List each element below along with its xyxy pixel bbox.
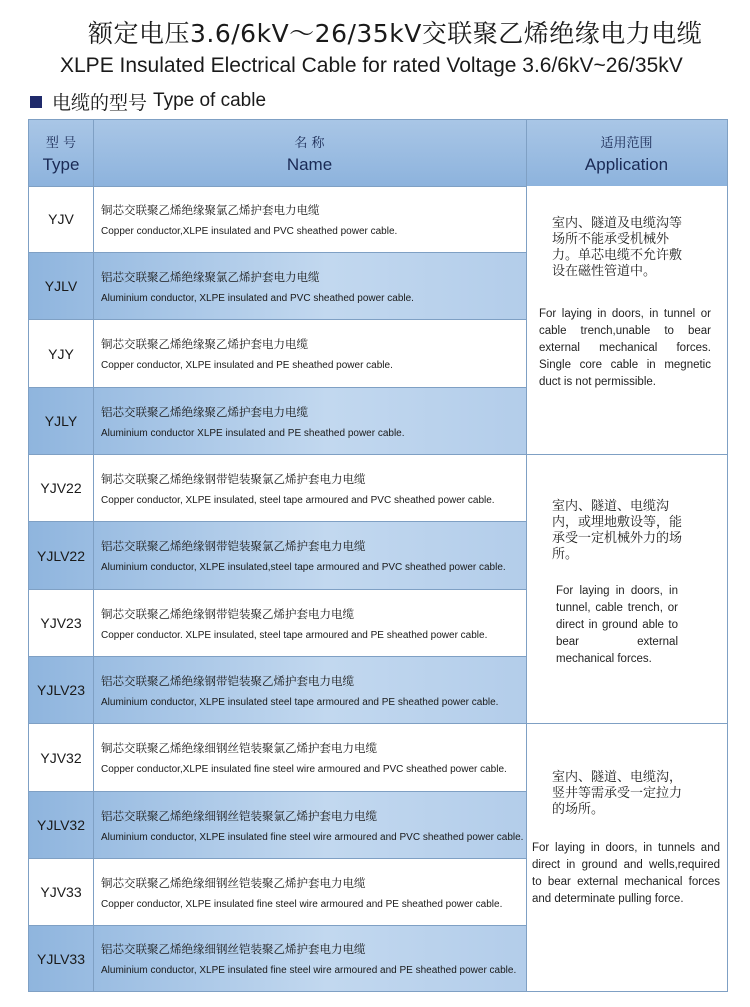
row-name: 铝芯交联聚乙烯绝缘细钢丝铠装聚氯乙烯护套电力电缆 Aluminium conductor, XLPE insulated fine steel wire armoured and PVC sheathed power cable.: [101, 808, 524, 843]
header-type: 型 号 Type: [42, 135, 80, 174]
row-type: YJLY: [44, 413, 78, 429]
row-type: YJLV32: [37, 817, 85, 833]
row-type: YJV33: [40, 884, 82, 900]
table-row: [29, 522, 526, 590]
page-title-cn: 额定电压3.6/6kV～26/35kV交联聚乙烯绝缘电力电缆: [88, 19, 703, 48]
square-bullet-icon: [30, 96, 42, 108]
table-row: [29, 320, 526, 388]
application-cell: [526, 455, 727, 724]
column-divider: [526, 120, 527, 991]
row-type: YJY: [48, 345, 74, 362]
section-heading-cn: 电缆的型号: [52, 91, 148, 114]
row-type: YJV23: [40, 615, 82, 631]
application-en: For laying in doors, in tunnel or cable trench,unable to bear external mechanical forces. Single core cable in megnetic duct is not permissible.: [539, 308, 711, 388]
row-name: 铝芯交联聚乙烯绝缘聚氯乙烯护套电力电缆 Aluminium conductor, XLPE insulated and PVC sheathed power cable.: [101, 269, 414, 304]
row-type: YJLV23: [37, 682, 85, 698]
row-type: YJLV: [44, 278, 78, 294]
application-en: For laying in doors, in tunnels and direct in ground and wells,required to bear external mechanical forces and determinate pulling force.: [532, 842, 720, 905]
table-header: [29, 120, 727, 187]
row-name: 铜芯交联聚乙烯绝缘钢带铠装聚乙烯护套电力电缆 Copper conductor. XLPE insulated, steel tape armoured and PE sheathed power cable.: [101, 606, 488, 641]
table-row: [29, 590, 526, 657]
row-name: 铝芯交联聚乙烯绝缘细钢丝铠装聚乙烯护套电力电缆 Aluminium conductor, XLPE insulated fine steel wire armoured and PE sheathed power cable.: [101, 942, 517, 976]
table-row: [29, 724, 526, 792]
row-type: YJLV33: [37, 950, 85, 967]
row-name: 铜芯交联聚乙烯绝缘聚乙烯护套电力电缆 Copper conductor, XLPE insulated and PE sheathed power cable.: [101, 337, 393, 371]
application-cn: 室内、隧道、电缆沟，竖井等需承受一定拉力的场所。: [552, 770, 683, 817]
row-type: YJLV22: [37, 547, 85, 564]
table-row: [29, 186, 526, 253]
column-divider: [93, 120, 94, 991]
section-heading-en: Type of cable: [153, 90, 267, 111]
table-row: [29, 859, 526, 926]
application-en: For laying in doors, in tunnel, cable trench, or direct in ground able to bear external mechanical forces.: [556, 585, 678, 665]
header-application: 适用范围 Application: [584, 135, 669, 174]
row-name: 铜芯交联聚乙烯绝缘聚氯乙烯护套电力电缆 Copper conductor,XLPE insulated and PVC sheathed power cable.: [101, 202, 398, 237]
table-row: [29, 455, 526, 522]
table-row: [29, 388, 526, 455]
application-cell: [526, 724, 727, 991]
section-heading: [30, 88, 266, 114]
application-cn: 室内、隧道及电缆沟等场所不能承受机械外力。单芯电缆不允许敷设在磁性管道中。: [552, 216, 683, 279]
row-type: YJV: [48, 211, 74, 227]
table-row: [29, 792, 526, 859]
application-cell: [526, 186, 727, 455]
row-name: 铜芯交联聚乙烯绝缘细钢丝铠装聚乙烯护套电力电缆 Copper conductor, XLPE insulated fine steel wire armoured and PE sheathed power cable.: [101, 875, 503, 910]
table-row: [29, 657, 526, 724]
cable-type-table: [28, 119, 728, 992]
row-name: 铝芯交联聚乙烯绝缘钢带铠装聚氯乙烯护套电力电缆 Aluminium conductor, XLPE insulated,steel tape armoured and PVC sheathed power cable.: [101, 539, 506, 573]
application-cn: 室内、隧道、电缆沟内，或埋地敷设等，能承受一定机械外力的场所。: [552, 499, 683, 562]
row-name: 铝芯交联聚乙烯绝缘钢带铠装聚乙烯护套电力电缆 Aluminium conductor, XLPE insulated steel tape armoured and PE sheathed power cable.: [101, 673, 499, 708]
row-type: YJV32: [40, 749, 82, 766]
row-name: 铜芯交联聚乙烯绝缘钢带铠装聚氯乙烯护套电力电缆 Copper conductor, XLPE insulated, steel tape armoured and PVC sheathed power cable.: [101, 471, 495, 506]
row-name: 铜芯交联聚乙烯绝缘细钢丝铠装聚氯乙烯护套电力电缆 Copper conductor,XLPE insulated fine steel wire armoured and PVC sheathed power cable.: [101, 741, 507, 775]
table-row: [29, 253, 526, 320]
page-title-en: XLPE Insulated Electrical Cable for rated Voltage 3.6/6kV~26/35kV: [60, 54, 683, 77]
table-row: [29, 926, 526, 991]
row-name: 铝芯交联聚乙烯绝缘聚乙烯护套电力电缆 Aluminium conductor XLPE insulated and PE sheathed power cable.: [101, 404, 405, 439]
header-name: 名 称 Name: [286, 135, 333, 174]
row-type: YJV22: [40, 480, 82, 496]
